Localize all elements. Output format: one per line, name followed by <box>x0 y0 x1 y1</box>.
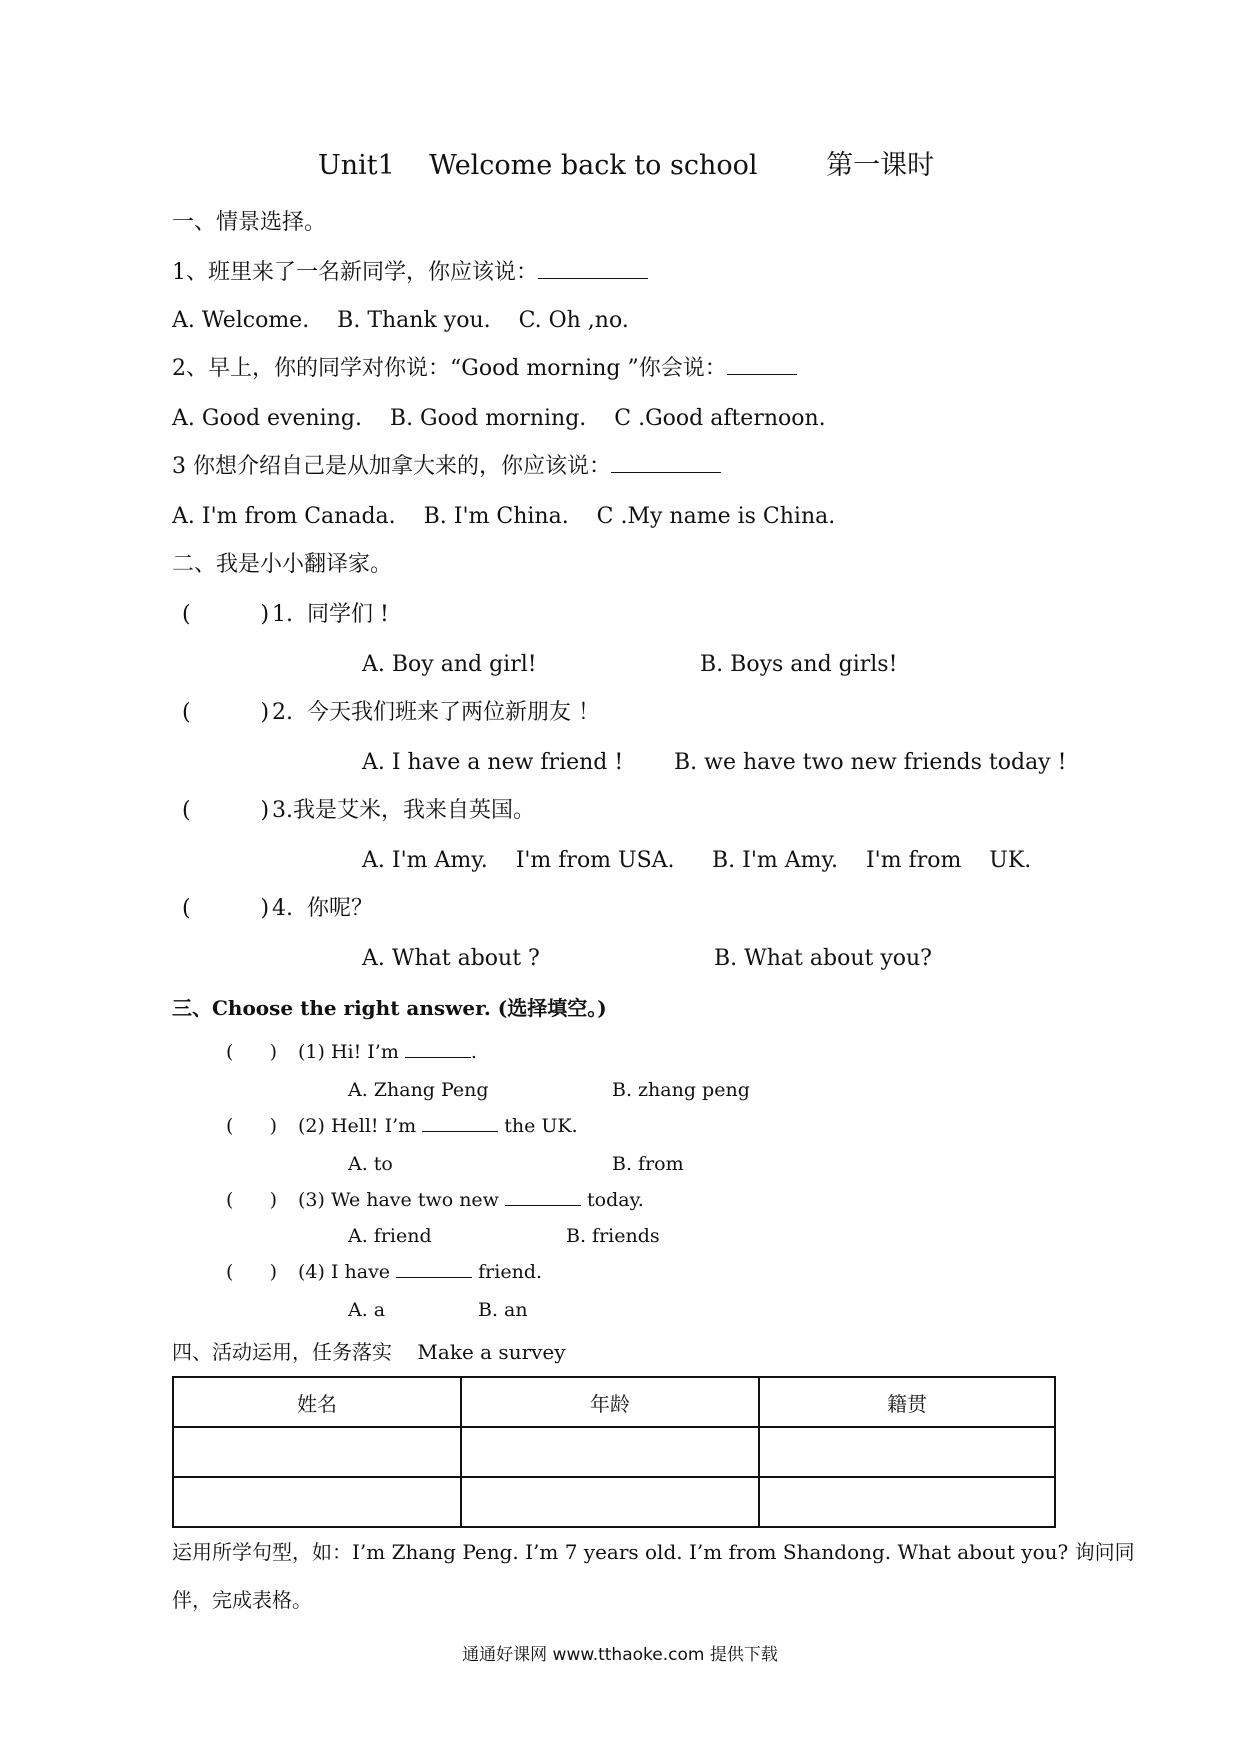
choice-item-2-option-a: A. to <box>348 1153 393 1175</box>
answer-parens: ( ) <box>182 896 270 921</box>
answer-parens: ( ) <box>182 602 270 627</box>
choice-item-2-pre: Hell! I’m <box>330 1115 423 1137</box>
section2-heading: 二、我是小小翻译家。 <box>172 552 393 577</box>
question-1-options: A. Welcome. B. Thank you. C. Oh ,no. <box>172 308 629 333</box>
table-cell[interactable] <box>759 1477 1055 1527</box>
choice-item-2-option-b: B. from <box>612 1153 684 1175</box>
translate-item-3-question: 3.我是艾米，我来自英国。 <box>272 798 535 823</box>
answer-parens: ( ) <box>226 1041 278 1063</box>
section3-heading: 三、Choose the right answer. (选择填空。) <box>172 996 607 1020</box>
column-header-hometown: 籍贯 <box>759 1377 1055 1427</box>
choice-item-1-pre: Hi! I’m <box>330 1041 405 1063</box>
question-2 <box>172 356 797 382</box>
translate-item-2-question: 2. 今天我们班来了两位新朋友 ！ <box>272 700 600 725</box>
table-row <box>173 1427 1055 1477</box>
translate-item-2-option-b: B. we have two new friends today ! <box>674 750 1067 775</box>
survey-instruction-line-2: 伴，完成表格。 <box>172 1588 312 1612</box>
question-3 <box>172 454 721 480</box>
table-row <box>173 1477 1055 1527</box>
question-3-options: A. I'm from Canada. B. I'm China. C .My name is China. <box>172 504 836 529</box>
translate-item-4-question: 4. 你呢？ <box>272 896 373 921</box>
footer-credit: 通通好课网 www.tthaoke.com 提供下载 <box>462 1645 778 1665</box>
choice-item-2 <box>226 1114 578 1138</box>
column-header-age: 年龄 <box>461 1377 759 1427</box>
table-cell[interactable] <box>173 1477 461 1527</box>
answer-parens: ( ) <box>182 798 270 823</box>
translate-item-1-option-a: A. Boy and girl! <box>362 652 537 677</box>
table-cell[interactable] <box>461 1427 759 1477</box>
choice-item-4 <box>226 1260 542 1284</box>
translate-item-4-option-a: A. What about ? <box>362 946 540 971</box>
choice-item-3 <box>226 1188 644 1212</box>
choice-item-4-number: (4) <box>298 1261 325 1283</box>
survey-header-row <box>173 1377 1055 1427</box>
answer-blank <box>727 374 797 375</box>
choice-item-1-post: . <box>470 1041 477 1063</box>
answer-blank <box>505 1205 581 1206</box>
choice-item-3-pre: We have two new <box>330 1189 505 1211</box>
choice-item-4-option-a: A. a <box>348 1299 386 1321</box>
answer-parens: ( ) <box>226 1261 278 1283</box>
choice-item-4-post: friend. <box>472 1261 543 1283</box>
answer-parens: ( ) <box>226 1115 278 1137</box>
choice-item-1 <box>226 1040 477 1064</box>
page-title: Unit1 Welcome back to school 第一课时 <box>318 150 935 181</box>
section1-heading: 一、情景选择。 <box>172 210 327 235</box>
translate-item-4 <box>182 896 373 922</box>
translate-item-3-option-b: B. I'm Amy. I'm from UK. <box>712 848 1032 873</box>
choice-item-4-option-b: B. an <box>478 1299 528 1321</box>
question-1 <box>172 260 648 286</box>
question-2-text: 2、早上，你的同学对你说：“Good morning ”你会说： <box>172 356 727 381</box>
answer-parens: ( ) <box>182 700 270 725</box>
answer-blank <box>405 1057 471 1058</box>
choice-item-2-number: (2) <box>298 1115 325 1137</box>
translate-item-2-option-a: A. I have a new friend ! <box>362 750 624 775</box>
choice-item-1-number: (1) <box>298 1041 325 1063</box>
question-3-text: 3 你想介绍自己是从加拿大来的，你应该说： <box>172 454 611 479</box>
translate-item-4-option-b: B. What about you? <box>714 946 932 971</box>
survey-table <box>172 1376 1056 1528</box>
choice-item-2-post: the UK. <box>498 1115 578 1137</box>
translate-item-1 <box>182 602 389 628</box>
translate-item-3-option-a: A. I'm Amy. I'm from USA. <box>362 848 675 873</box>
choice-item-1-option-a: A. Zhang Peng <box>348 1079 489 1101</box>
table-cell[interactable] <box>759 1427 1055 1477</box>
answer-parens: ( ) <box>226 1189 278 1211</box>
question-1-text: 1、班里来了一名新同学，你应该说： <box>172 260 538 285</box>
translate-item-3 <box>182 798 535 824</box>
choice-item-4-pre: I have <box>330 1261 397 1283</box>
choice-item-1-option-b: B. zhang peng <box>612 1079 750 1101</box>
choice-item-3-option-b: B. friends <box>566 1225 660 1247</box>
table-cell[interactable] <box>173 1427 461 1477</box>
choice-item-3-option-a: A. friend <box>348 1225 432 1247</box>
survey-instruction-line-1: 运用所学句型，如：I’m Zhang Peng. I’m 7 years old. I’m from Shandong. What about you? 询问同 <box>172 1540 1135 1564</box>
translate-item-1-option-b: B. Boys and girls! <box>700 652 898 677</box>
column-header-name: 姓名 <box>173 1377 461 1427</box>
answer-blank <box>396 1277 472 1278</box>
translate-item-1-question: 1. 同学们 ! <box>272 602 389 627</box>
choice-item-3-post: today. <box>580 1189 644 1211</box>
choice-item-3-number: (3) <box>298 1189 325 1211</box>
answer-blank <box>422 1131 498 1132</box>
answer-blank <box>611 472 721 473</box>
table-cell[interactable] <box>461 1477 759 1527</box>
translate-item-2 <box>182 700 600 726</box>
question-2-options: A. Good evening. B. Good morning. C .Good afternoon. <box>172 406 826 431</box>
answer-blank <box>538 278 648 279</box>
section4-heading: 四、活动运用，任务落实 Make a survey <box>172 1340 566 1364</box>
